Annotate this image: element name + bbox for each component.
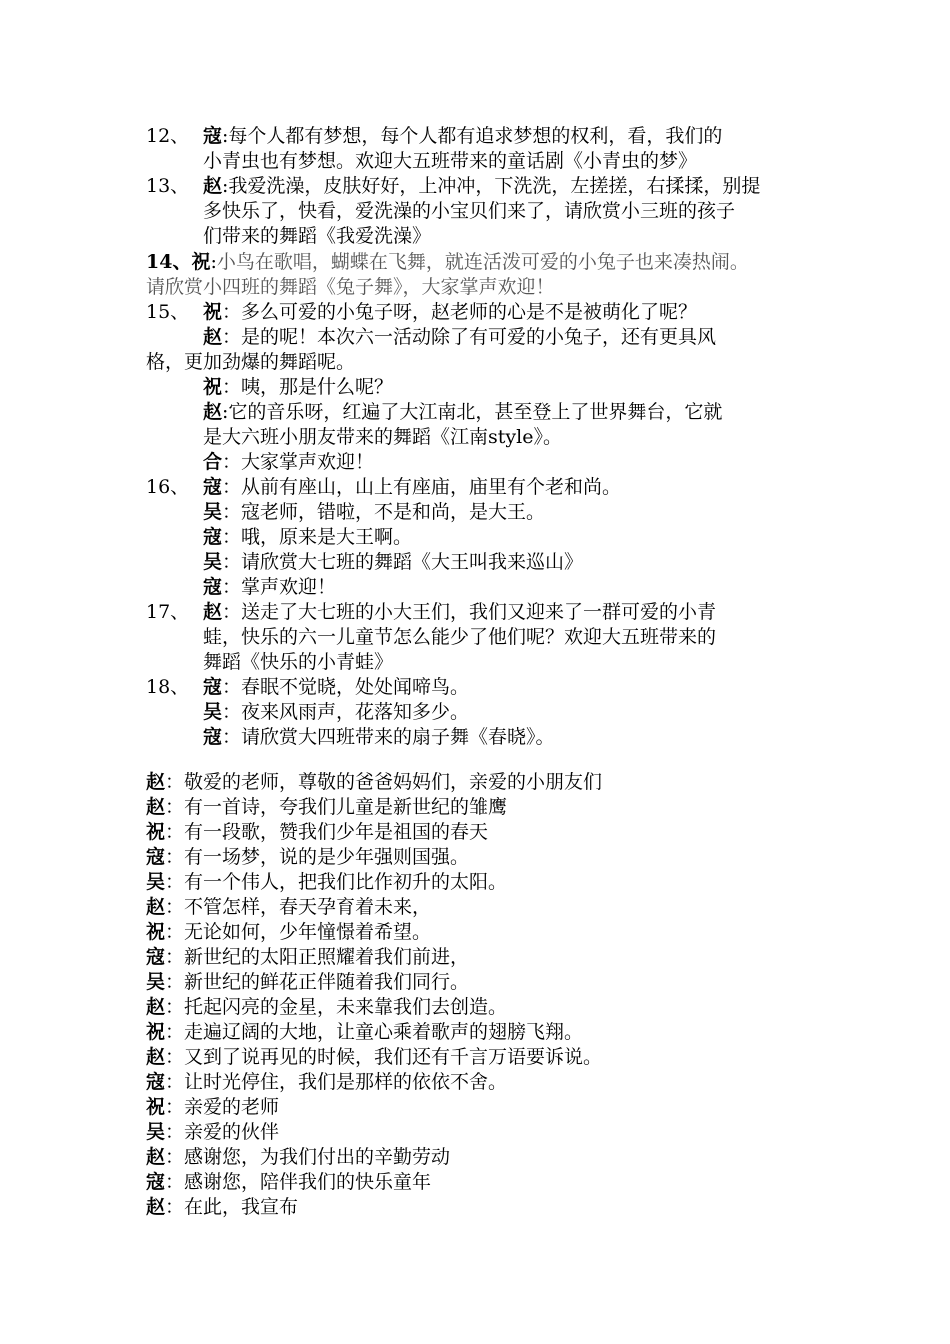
closing-line: 吴：有一个伟人，把我们比作初升的太阳。 bbox=[146, 871, 508, 893]
item-number: 12、 bbox=[146, 125, 190, 147]
line-text: 每个人都有梦想，每个人都有追求梦想的权利，看，我们的 bbox=[228, 125, 723, 147]
dialogue-line: 吴：夜来风雨声，花落知多少。 bbox=[203, 701, 470, 723]
speaker-label: 寇 bbox=[203, 526, 223, 548]
dialogue-line: 14、祝:小鸟在歌唱，蝴蝶在飞舞，就连活泼可爱的小兔子也来凑热闹。 bbox=[146, 251, 749, 273]
speaker-label: 寇 bbox=[146, 1171, 166, 1193]
speaker-label: 赵 bbox=[146, 1046, 166, 1068]
dialogue-line: 祝：咦，那是什么呢？ bbox=[203, 376, 394, 398]
speaker-label: 寇 bbox=[146, 1071, 166, 1093]
speaker-label: 吴 bbox=[146, 971, 166, 993]
dialogue-line: 赵：是的呢！本次六一活动除了有可爱的小兔子，还有更具风 bbox=[203, 326, 717, 348]
line-text: 是的呢！本次六一活动除了有可爱的小兔子，还有更具风 bbox=[241, 326, 717, 348]
speaker-label: 寇 bbox=[203, 125, 223, 147]
line-text: 有一段歌，赞我们少年是祖国的春天 bbox=[184, 821, 489, 843]
line-text: 请欣赏大七班的舞蹈《大王叫我来巡山》 bbox=[241, 551, 584, 573]
closing-line: 寇：新世纪的太阳正照耀着我们前进， bbox=[146, 946, 470, 968]
speaker-label: 祝 bbox=[146, 921, 166, 943]
speaker-label: 寇 bbox=[203, 476, 223, 498]
closing-line: 赵：敬爱的老师，尊敬的爸爸妈妈们，亲爱的小朋友们 bbox=[146, 771, 603, 793]
speaker-label: 赵 bbox=[146, 896, 166, 918]
dialogue-line: 寇：从前有座山，山上有座庙，庙里有个老和尚。 bbox=[203, 476, 622, 498]
line-text: 感谢您，陪伴我们的快乐童年 bbox=[184, 1171, 432, 1193]
dialogue-line: 是大六班小朋友带来的舞蹈《江南style》。 bbox=[203, 426, 562, 448]
line-text: 亲爱的老师 bbox=[184, 1096, 280, 1118]
item-number: 15、 bbox=[146, 301, 190, 323]
speaker-label: 吴 bbox=[146, 1121, 166, 1143]
item-number: 14、 bbox=[146, 251, 192, 273]
speaker-label: 祝 bbox=[203, 376, 223, 398]
dialogue-line: 多快乐了，快看，爱洗澡的小宝贝们来了，请欣赏小三班的孩子 bbox=[203, 200, 736, 222]
line-text: 不管怎样，春天孕育着未来， bbox=[184, 896, 432, 918]
line-text: 请欣赏大四班带来的扇子舞《春晓》。 bbox=[241, 726, 555, 748]
item-number: 16、 bbox=[146, 476, 190, 498]
speaker-label: 祝 bbox=[203, 301, 223, 323]
dialogue-line: 吴：寇老师，错啦，不是和尚，是大王。 bbox=[203, 501, 546, 523]
line-text: 亲爱的伙伴 bbox=[184, 1121, 280, 1143]
speaker-label: 赵 bbox=[203, 401, 223, 423]
line-text: 送走了大七班的小大王们，我们又迎来了一群可爱的小青 bbox=[241, 601, 717, 623]
closing-line: 赵：托起闪亮的金星，未来靠我们去创造。 bbox=[146, 996, 508, 1018]
line-text: 从前有座山，山上有座庙，庙里有个老和尚。 bbox=[241, 476, 622, 498]
closing-line: 赵：感谢您，为我们付出的辛勤劳动 bbox=[146, 1146, 451, 1168]
line-text: 大家掌声欢迎！ bbox=[241, 451, 375, 473]
speaker-label: 寇 bbox=[203, 676, 223, 698]
dialogue-line: 寇：哦，原来是大王啊。 bbox=[203, 526, 413, 548]
speaker-label: 祝 bbox=[146, 821, 166, 843]
closing-line: 寇：让时光停住，我们是那样的依依不舍。 bbox=[146, 1071, 508, 1093]
speaker-label: 赵 bbox=[146, 1146, 166, 1168]
line-text: 托起闪亮的金星，未来靠我们去创造。 bbox=[184, 996, 508, 1018]
speaker-label: 吴 bbox=[203, 701, 223, 723]
closing-line: 祝：无论如何，少年憧憬着希望。 bbox=[146, 921, 432, 943]
item-number: 13、 bbox=[146, 175, 190, 197]
speaker-label: 祝 bbox=[146, 1096, 166, 1118]
line-text: 新世纪的鲜花正伴随着我们同行。 bbox=[184, 971, 470, 993]
closing-line: 祝：亲爱的老师 bbox=[146, 1096, 280, 1118]
speaker-label: 寇 bbox=[203, 726, 223, 748]
line-text: 感谢您，为我们付出的辛勤劳动 bbox=[184, 1146, 451, 1168]
dialogue-line: 们带来的舞蹈《我爱洗澡》 bbox=[203, 225, 432, 247]
dialogue-line: 格，更加劲爆的舞蹈呢。 bbox=[146, 351, 356, 373]
dialogue-line: 赵:我爱洗澡，皮肤好好，上冲冲，下洗洗，左搓搓，右揉揉，别提 bbox=[203, 175, 761, 197]
closing-line: 祝：有一段歌，赞我们少年是祖国的春天 bbox=[146, 821, 489, 843]
line-text: 有一首诗，夸我们儿童是新世纪的雏鹰 bbox=[184, 796, 508, 818]
line-text: 无论如何，少年憧憬着希望。 bbox=[184, 921, 432, 943]
closing-line: 吴：亲爱的伙伴 bbox=[146, 1121, 280, 1143]
speaker-label: 吴 bbox=[146, 871, 166, 893]
line-text: 寇老师，错啦，不是和尚，是大王。 bbox=[241, 501, 546, 523]
line-text: 又到了说再见的时候，我们还有千言万语要诉说。 bbox=[184, 1046, 603, 1068]
line-text: 有一场梦，说的是少年强则国强。 bbox=[184, 846, 470, 868]
dialogue-line: 寇：请欣赏大四班带来的扇子舞《春晓》。 bbox=[203, 726, 555, 748]
speaker-label: 赵 bbox=[203, 601, 223, 623]
dialogue-line: 吴：请欣赏大七班的舞蹈《大王叫我来巡山》 bbox=[203, 551, 584, 573]
dialogue-line: 小青虫也有梦想。欢迎大五班带来的童话剧《小青虫的梦》 bbox=[203, 150, 698, 172]
line-text: 我爱洗澡，皮肤好好，上冲冲，下洗洗，左搓搓，右揉揉，别提 bbox=[228, 175, 761, 197]
speaker-label: 吴 bbox=[203, 501, 223, 523]
dialogue-line: 寇:每个人都有梦想，每个人都有追求梦想的权利，看，我们的 bbox=[203, 125, 723, 147]
closing-line: 祝：走遍辽阔的大地，让童心乘着歌声的翅膀飞翔。 bbox=[146, 1021, 584, 1043]
speaker-label: 吴 bbox=[203, 551, 223, 573]
speaker-label: 合 bbox=[203, 451, 223, 473]
dialogue-line: 寇：掌声欢迎！ bbox=[203, 576, 337, 598]
speaker-label: 赵 bbox=[146, 996, 166, 1018]
closing-line: 寇：有一场梦，说的是少年强则国强。 bbox=[146, 846, 470, 868]
line-text: 小鸟在歌唱，蝴蝶在飞舞，就连活泼可爱的小兔子也来凑热闹。 bbox=[216, 251, 749, 273]
line-text: 哦，原来是大王啊。 bbox=[241, 526, 413, 548]
dialogue-line: 寇：春眠不觉晓，处处闻啼鸟。 bbox=[203, 676, 470, 698]
line-text: 有一个伟人，把我们比作初升的太阳。 bbox=[184, 871, 508, 893]
item-number: 17、 bbox=[146, 601, 190, 623]
dialogue-line: 舞蹈《快乐的小青蛙》 bbox=[203, 651, 394, 673]
line-text: 咦，那是什么呢？ bbox=[241, 376, 394, 398]
item-number: 18、 bbox=[146, 676, 190, 698]
dialogue-line: 合：大家掌声欢迎！ bbox=[203, 451, 375, 473]
line-text: 走遍辽阔的大地，让童心乘着歌声的翅膀飞翔。 bbox=[184, 1021, 584, 1043]
dialogue-line: 赵：送走了大七班的小大王们，我们又迎来了一群可爱的小青 bbox=[203, 601, 717, 623]
speaker-label: 祝 bbox=[146, 1021, 166, 1043]
line-text: 让时光停住，我们是那样的依依不舍。 bbox=[184, 1071, 508, 1093]
closing-line: 赵：在此，我宣布 bbox=[146, 1196, 299, 1218]
line-text: 新世纪的太阳正照耀着我们前进， bbox=[184, 946, 470, 968]
speaker-label: 赵 bbox=[203, 175, 223, 197]
line-text: 在此，我宣布 bbox=[184, 1196, 299, 1218]
dialogue-line: 请欣赏小四班的舞蹈《兔子舞》，大家掌声欢迎！ bbox=[146, 276, 555, 298]
closing-line: 寇：感谢您，陪伴我们的快乐童年 bbox=[146, 1171, 432, 1193]
line-text: 它的音乐呀，红遍了大江南北，甚至登上了世界舞台，它就 bbox=[228, 401, 723, 423]
speaker-label: 祝 bbox=[191, 251, 211, 273]
closing-line: 赵：有一首诗，夸我们儿童是新世纪的雏鹰 bbox=[146, 796, 508, 818]
speaker-label: 赵 bbox=[146, 796, 166, 818]
closing-line: 赵：不管怎样，春天孕育着未来， bbox=[146, 896, 432, 918]
speaker-label: 寇 bbox=[203, 576, 223, 598]
closing-line: 吴：新世纪的鲜花正伴随着我们同行。 bbox=[146, 971, 470, 993]
speaker-label: 赵 bbox=[203, 326, 223, 348]
line-text: 敬爱的老师，尊敬的爸爸妈妈们，亲爱的小朋友们 bbox=[184, 771, 603, 793]
line-text: 掌声欢迎！ bbox=[241, 576, 337, 598]
speaker-label: 赵 bbox=[146, 1196, 166, 1218]
speaker-label: 赵 bbox=[146, 771, 166, 793]
dialogue-line: 蛙，快乐的六一儿童节怎么能少了他们呢？欢迎大五班带来的 bbox=[203, 626, 717, 648]
dialogue-line: 赵:它的音乐呀，红遍了大江南北，甚至登上了世界舞台，它就 bbox=[203, 401, 723, 423]
line-text: 多么可爱的小兔子呀，赵老师的心是不是被萌化了呢？ bbox=[241, 301, 698, 323]
speaker-label: 寇 bbox=[146, 846, 166, 868]
closing-line: 赵：又到了说再见的时候，我们还有千言万语要诉说。 bbox=[146, 1046, 603, 1068]
speaker-label: 寇 bbox=[146, 946, 166, 968]
line-text: 夜来风雨声，花落知多少。 bbox=[241, 701, 470, 723]
line-text: 春眠不觉晓，处处闻啼鸟。 bbox=[241, 676, 470, 698]
dialogue-line: 祝：多么可爱的小兔子呀，赵老师的心是不是被萌化了呢？ bbox=[203, 301, 698, 323]
